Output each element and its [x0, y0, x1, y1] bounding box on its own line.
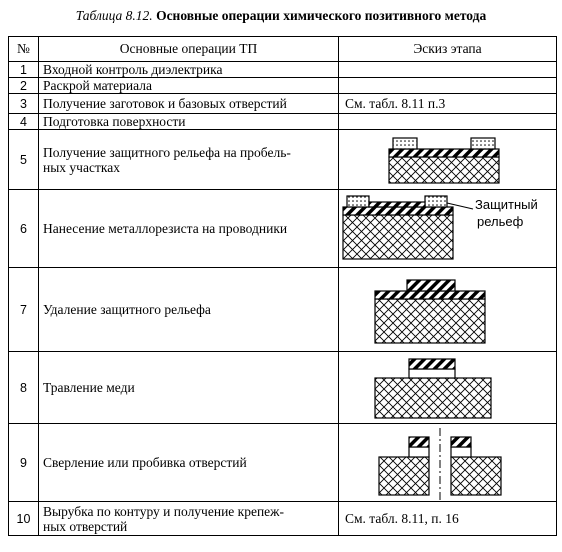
- row-num: 8: [9, 352, 39, 424]
- row-operation: Подготовка поверхности: [39, 114, 339, 130]
- table-caption: [0, 8, 562, 24]
- table-row: [9, 502, 557, 536]
- table-row: [9, 62, 557, 78]
- row-operation: Получение заготовок и базовых отверстий: [39, 94, 339, 114]
- table-header-row: [9, 37, 557, 62]
- drilling-sketch-icon: [339, 425, 557, 501]
- row-sketch: [339, 78, 557, 94]
- row-sketch: [339, 190, 557, 268]
- row-sketch: [339, 502, 557, 536]
- row-sketch: [339, 94, 557, 114]
- operation-line: ных участках: [43, 159, 120, 175]
- row-sketch: [339, 62, 557, 78]
- table-row: [9, 114, 557, 130]
- operation-line: Вырубка по контуру и получение крепеж-: [43, 503, 284, 519]
- sketch-reference: См. табл. 8.11, п. 16: [345, 510, 459, 526]
- table-row: [9, 78, 557, 94]
- row-num: 2: [9, 78, 39, 94]
- row-sketch: [339, 424, 557, 502]
- row-sketch: [339, 352, 557, 424]
- row-num: 9: [9, 424, 39, 502]
- protective-relief-sketch-icon: [339, 131, 557, 189]
- table-row: [9, 424, 557, 502]
- row-num: 6: [9, 190, 39, 268]
- row-num: 5: [9, 130, 39, 190]
- row-sketch: [339, 114, 557, 130]
- row-operation: Сверление или пробивка отверстий: [39, 424, 339, 502]
- row-num: 1: [9, 62, 39, 78]
- row-sketch: [339, 268, 557, 352]
- sketch-label-relief: рельеф: [477, 213, 524, 229]
- table-row: [9, 268, 557, 352]
- table-row: [9, 190, 557, 268]
- relief-removal-sketch-icon: [339, 269, 557, 351]
- row-operation: Раскрой материала: [39, 78, 339, 94]
- caption-label: Таблица 8.12.: [75, 8, 153, 23]
- row-operation: Входной контроль диэлектрика: [39, 62, 339, 78]
- row-num: 4: [9, 114, 39, 130]
- table-row: [9, 130, 557, 190]
- table-row: [9, 352, 557, 424]
- row-operation: [39, 502, 339, 536]
- row-num: 7: [9, 268, 39, 352]
- row-sketch: [339, 130, 557, 190]
- row-operation: [39, 130, 339, 190]
- sketch-label-protective-relief: Защитный: [475, 196, 538, 212]
- column-header-operation: Основные операции ТП: [39, 37, 339, 62]
- sketch-reference: См. табл. 8.11 п.3: [345, 95, 446, 111]
- operation-line: ных отверстий: [43, 518, 128, 534]
- copper-etching-sketch-icon: [339, 353, 557, 423]
- column-header-num: №: [9, 37, 39, 62]
- row-num: 10: [9, 502, 39, 536]
- operations-table: [8, 36, 557, 536]
- row-operation: Травление меди: [39, 352, 339, 424]
- row-operation: Удаление защитного рельефа: [39, 268, 339, 352]
- operation-line: Получение защитного рельефа на пробель-: [43, 144, 291, 160]
- row-operation: Нанесение металлорезиста на проводники: [39, 190, 339, 268]
- row-num: 3: [9, 94, 39, 114]
- metal-resist-sketch-icon: [339, 191, 557, 267]
- column-header-sketch: Эскиз этапа: [339, 37, 557, 62]
- table-row: [9, 94, 557, 114]
- caption-title: Основные операции химического позитивного метода: [156, 8, 487, 23]
